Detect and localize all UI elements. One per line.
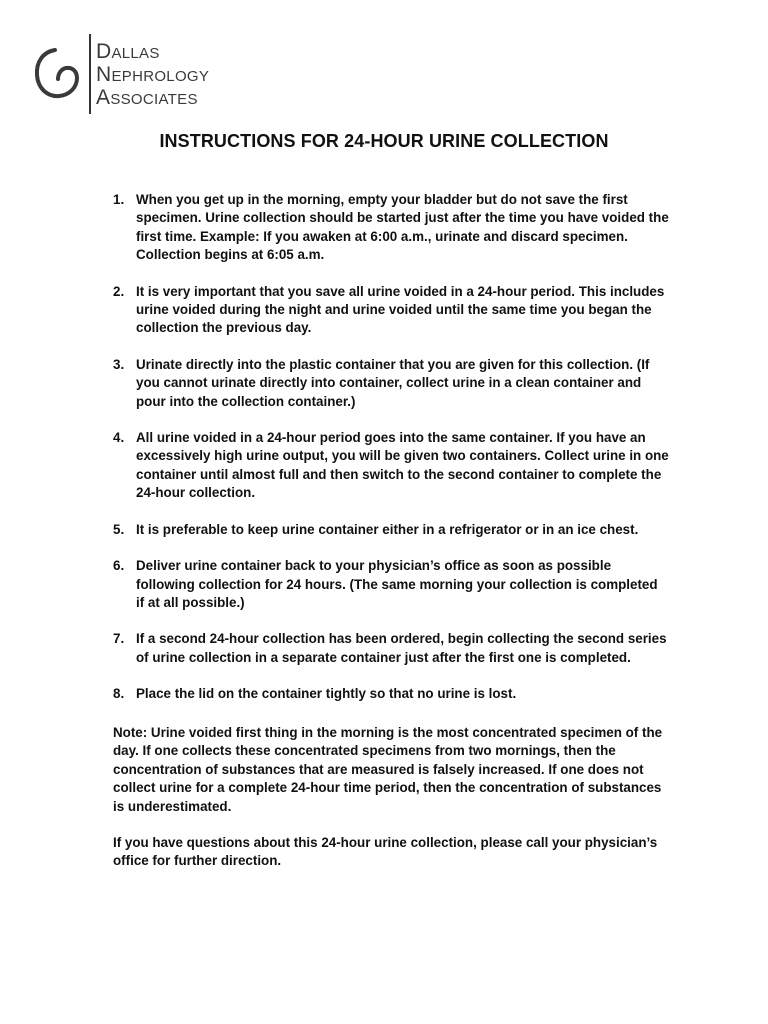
instruction-number: 4. — [113, 430, 125, 446]
logo-word-rest: ALLAS — [111, 45, 160, 62]
contact-paragraph: If you have questions about this 24-hour urine collection, please call your physician’s office for further direction. — [113, 835, 658, 869]
instruction-item — [113, 557, 718, 612]
logo-initial: N — [96, 63, 112, 86]
instruction-number: 5. — [113, 521, 125, 537]
instruction-item — [113, 630, 718, 667]
instruction-item — [113, 283, 718, 338]
instruction-text: When you get up in the morning, empty your bladder but do not save the first specimen. Urine collection should be started just after the time you have voided the first time. Example: If you awaken at 6:00 a.m., urinate and discard specimen. Collection begins at 6:05 a.m. — [136, 192, 669, 263]
instruction-number: 2. — [113, 283, 125, 299]
instruction-item — [113, 191, 718, 265]
logo-word-rest: EPHROLOGY — [111, 68, 210, 85]
instruction-text: Urinate directly into the plastic container that you are given for this collection. (If you cannot urinate directly into container, collect urine in a clean container and pour into the collection container.) — [136, 356, 650, 409]
instruction-number: 6. — [113, 558, 125, 574]
practice-logo — [34, 34, 294, 118]
logo-initial: A — [96, 86, 111, 109]
instruction-item — [113, 685, 718, 703]
instruction-text: Place the lid on the container tightly so that no urine is lost. — [136, 686, 517, 702]
instructions-list — [113, 191, 718, 722]
instruction-text: It is very important that you save all urine voided in a 24-hour period. This includes urine voided during the night and urine voided until the same time you began the collection the previous day. — [136, 283, 665, 336]
instruction-item — [113, 429, 718, 503]
practice-name — [96, 40, 209, 109]
instruction-number: 1. — [113, 192, 125, 207]
instruction-text: If a second 24-hour collection has been ordered, begin collecting the second series of urine collection in a separate container just after the first one is completed. — [136, 631, 667, 665]
logo-line-nephrology — [96, 63, 209, 86]
instruction-text: It is preferable to keep urine container either in a refrigerator or in an ice chest. — [136, 521, 639, 537]
logo-word-rest: SSOCIATES — [110, 91, 198, 108]
instruction-item — [113, 521, 718, 539]
instruction-item — [113, 356, 718, 411]
kidney-logo-icon — [34, 44, 84, 106]
instruction-number: 7. — [113, 631, 125, 647]
instruction-text: All urine voided in a 24-hour period goes into the same container. If you have an excessively high urine output, you will be given two containers. Collect urine in one container until almost full and then switch to the second container to complete the 24-hour collection. — [136, 430, 669, 501]
instruction-number: 8. — [113, 686, 125, 702]
logo-initial: D — [96, 40, 112, 63]
note-paragraph: Note: Urine voided first thing in the morning is the most concentrated specimen of the day. If one collects these concentrated specimens from two mornings, then the concentration of substances that are measured is falsely increased. If one does not collect urine for a complete 24-hour time period, then the concentration of substances is underestimated. — [113, 725, 663, 814]
logo-line-associates — [96, 86, 209, 109]
instruction-text: Deliver urine container back to your physician’s office as soon as possible following collection for 24 hours. (The same morning your collection is completed if at all possible.) — [136, 558, 658, 610]
instruction-number: 3. — [113, 356, 125, 372]
document-title: INSTRUCTIONS FOR 24-HOUR URINE COLLECTION — [159, 131, 609, 151]
logo-divider — [89, 34, 91, 114]
logo-line-dallas — [96, 40, 209, 63]
